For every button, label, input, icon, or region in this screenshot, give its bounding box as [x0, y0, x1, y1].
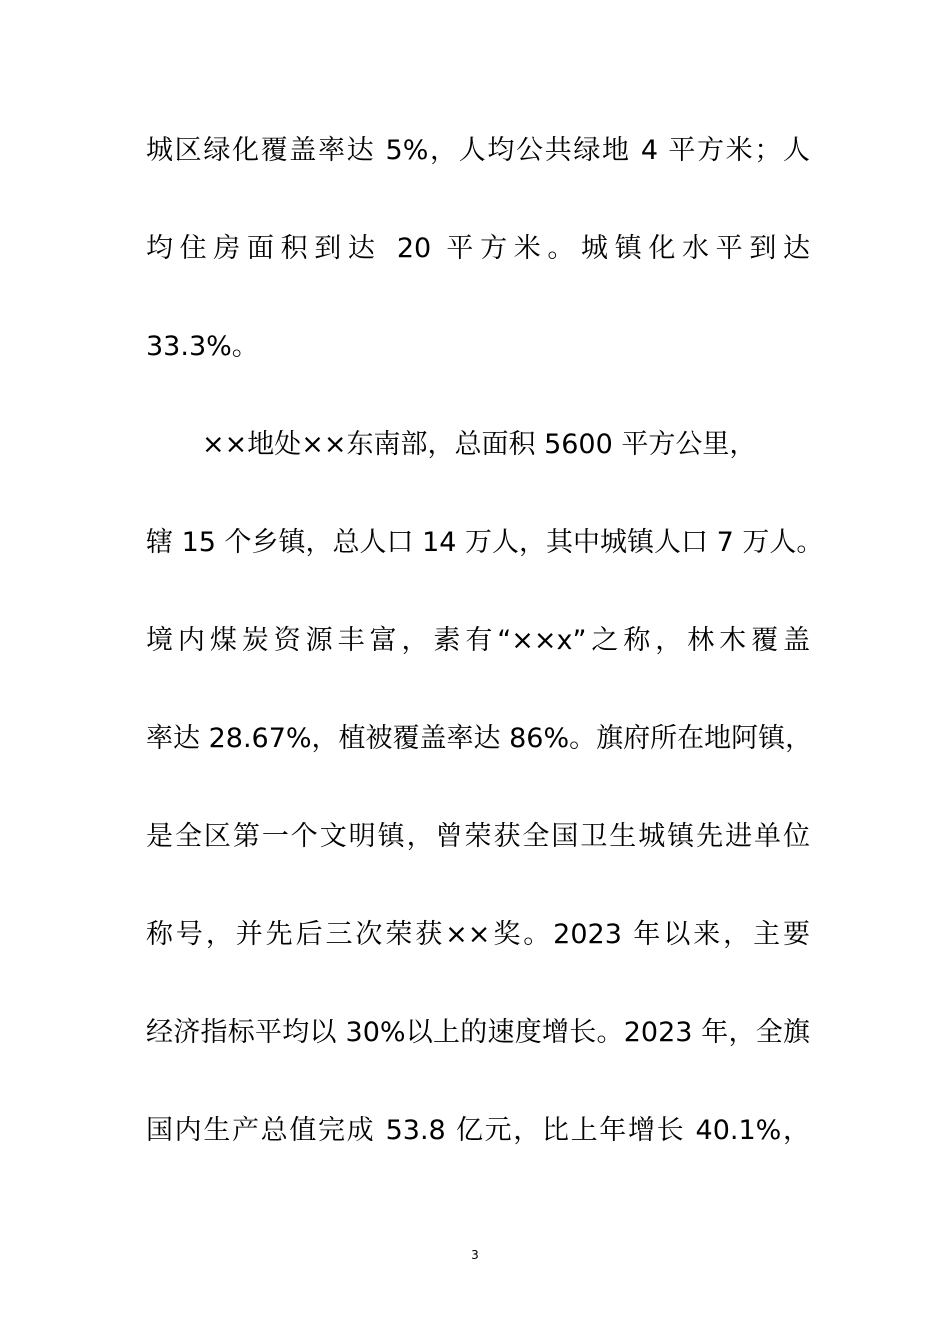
- text-line-1: 城区绿化覆盖率达 5%，人均公共绿地 4 平方米；人: [146, 135, 810, 166]
- page-number: 3: [471, 1248, 479, 1262]
- text-line-10: 经济指标平均以 30%以上的速度增长。2023 年，全旗: [146, 1017, 810, 1048]
- text-line-7: 率达 28.67%，植被覆盖率达 86%。旗府所在地阿镇，: [146, 723, 813, 754]
- text-line-8: 是全区第一个文明镇，曾荣获全国卫生城镇先进单位: [146, 821, 810, 852]
- text-line-11: 国内生产总值完成 53.8 亿元，比上年增长 40.1%，: [146, 1115, 810, 1146]
- text-line-6: 境内煤炭资源丰富，素有“××x”之称，林木覆盖: [146, 625, 810, 656]
- text-line-4-paragraph-start: ××地处××东南部，总面积 5600 平方公里，: [202, 429, 757, 460]
- text-line-9: 称号，并先后三次荣获××奖。2023 年以来，主要: [146, 919, 810, 950]
- text-line-5: 辖 15 个乡镇，总人口 14 万人，其中城镇人口 7 万人。: [146, 527, 824, 558]
- text-line-3: 33.3%。: [146, 331, 259, 362]
- text-line-2: 均住房面积到达 20 平方米。城镇化水平到达: [146, 233, 810, 264]
